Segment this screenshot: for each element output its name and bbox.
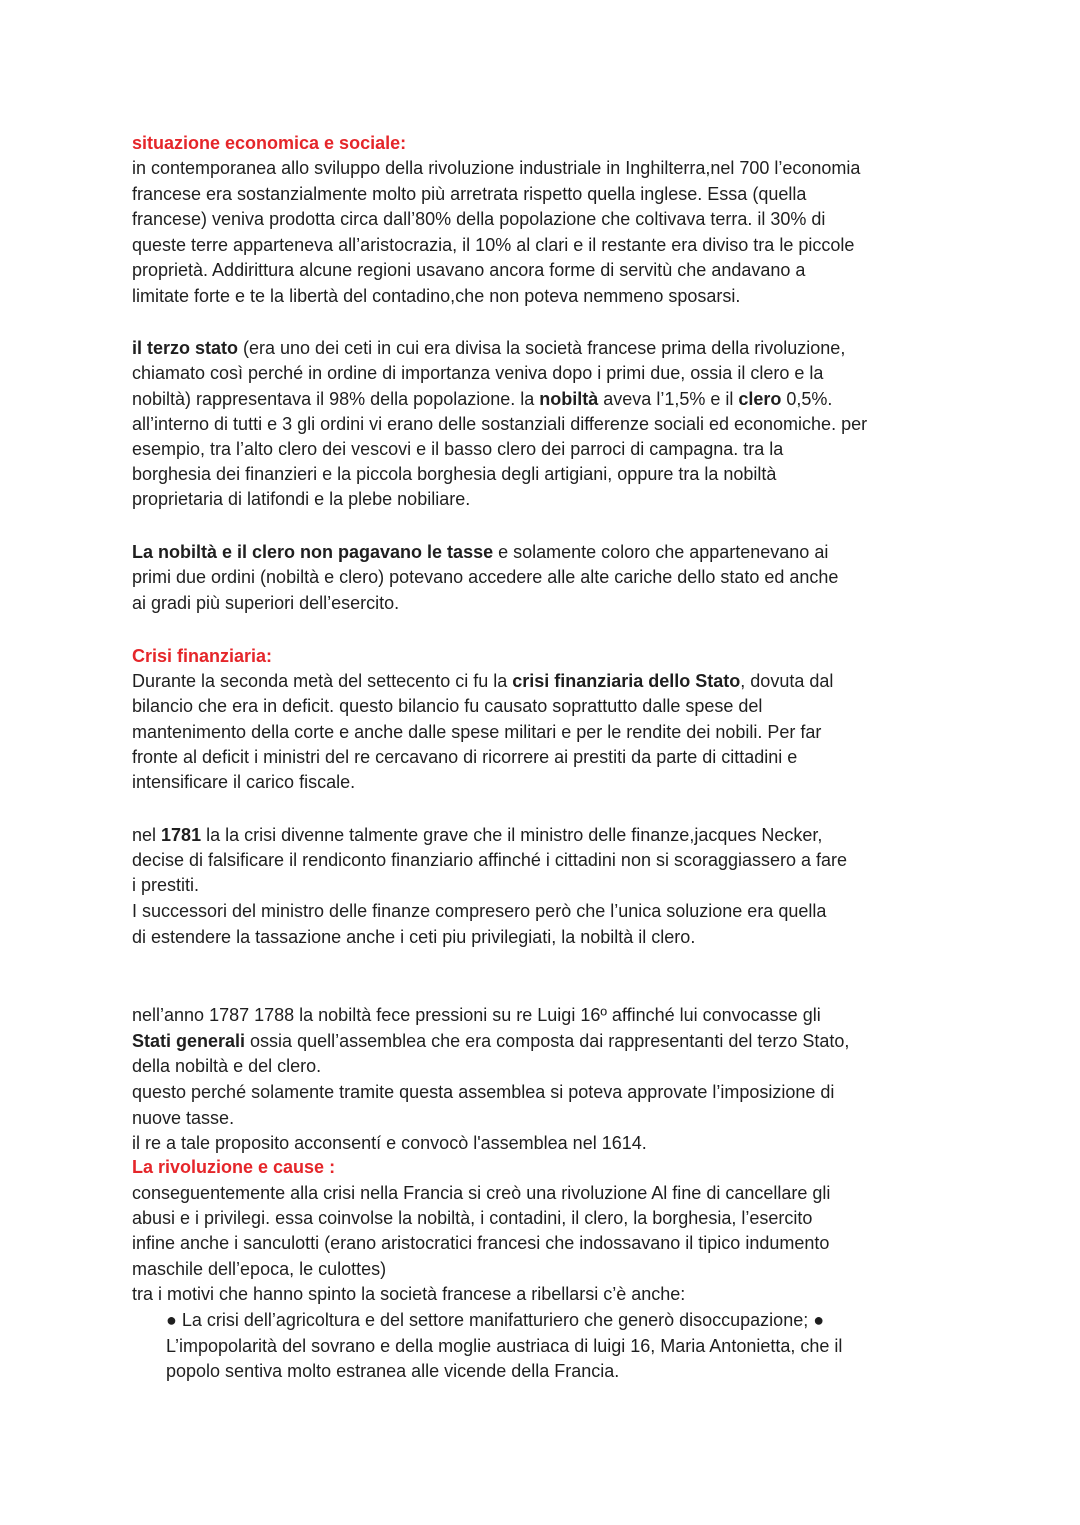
text-line bbox=[132, 1029, 849, 1055]
text-line bbox=[132, 823, 822, 849]
text-line: decise di falsificare il rendiconto finanziario affinché i cittadini non si scoraggiassero a fare bbox=[132, 850, 848, 870]
heading-revolution: La rivoluzione e cause : bbox=[132, 1157, 336, 1177]
text-line: proprietaria di latifondi e la plebe nobiliare. bbox=[132, 489, 471, 509]
text-span: , dovuta dal bbox=[740, 671, 834, 691]
text-line: queste terre apparteneva all’aristocrazia, il 10% al clari e il restante era diviso tra le piccole bbox=[132, 235, 855, 255]
text-line: il re a tale proposito acconsentí e convocò l'assemblea nel 1614. bbox=[132, 1133, 647, 1153]
heading-crisis: Crisi finanziaria: bbox=[132, 646, 273, 666]
heading-economic: situazione economica e sociale: bbox=[132, 133, 407, 153]
text-span: nobiltà) rappresentava il 98% della popolazione. la bbox=[132, 389, 540, 409]
text-line: I successori del ministro delle finanze compresero però che l’unica soluzione era quella bbox=[132, 901, 827, 921]
text-line: esempio, tra l’alto clero dei vescovi e il basso clero dei parroci di campagna. tra la bbox=[132, 439, 784, 459]
text-line: i prestiti. bbox=[132, 875, 200, 895]
text-line bbox=[132, 669, 833, 695]
text-line: questo perché solamente tramite questa assemblea si poteva approvate l’imposizione di bbox=[132, 1082, 835, 1102]
text-line: chiamato così perché in ordine di importanza veniva dopo i primi due, ossia il clero e la bbox=[132, 363, 824, 383]
text-span: e solamente coloro che appartenevano ai bbox=[493, 542, 829, 562]
bullet-item: ● La crisi dell’agricoltura e del settore manifatturiero che generò disoccupazione; ● bbox=[166, 1310, 825, 1330]
text-line bbox=[132, 387, 832, 413]
text-line: nell’anno 1787 1788 la nobiltà fece pressioni su re Luigi 16º affinché lui convocasse gli bbox=[132, 1005, 821, 1025]
text-line: ai gradi più superiori dell’esercito. bbox=[132, 593, 400, 613]
text-span: ossia quell’assemblea che era composta dai rappresentanti del terzo Stato, bbox=[245, 1031, 850, 1051]
bold-term: 1781 bbox=[161, 825, 202, 845]
bold-term: il terzo stato bbox=[132, 338, 239, 358]
bullet-item: L’impopolarità del sovrano e della moglie austriaca di luigi 16, Maria Antonietta, che il bbox=[166, 1336, 843, 1356]
text-span: la la crisi divenne talmente grave che il ministro delle finanze,jacques Necker, bbox=[201, 825, 823, 845]
text-line: della nobiltà e del clero. bbox=[132, 1056, 322, 1076]
text-line bbox=[132, 336, 845, 362]
bold-term: La nobiltà e il clero non pagavano le tasse bbox=[132, 542, 494, 562]
text-line: tra i motivi che hanno spinto la società francese a ribellarsi c’è anche: bbox=[132, 1284, 686, 1304]
text-line: infine anche i sanculotti (erano aristocratici francesi che indossavano il tipico indumento bbox=[132, 1233, 830, 1253]
text-span: nel bbox=[132, 825, 162, 845]
text-line: in contemporanea allo sviluppo della rivoluzione industriale in Inghilterra,nel 700 l’economia bbox=[132, 158, 861, 178]
text-line: intensificare il carico fiscale. bbox=[132, 772, 356, 792]
text-span: Durante la seconda metà del settecento ci fu la bbox=[132, 671, 513, 691]
text-span: aveva l’1,5% e il bbox=[598, 389, 739, 409]
text-line: abusi e i privilegi. essa coinvolse la nobiltà, i contadini, il clero, la borghesia, l’esercito bbox=[132, 1208, 813, 1228]
text-span: 0,5%. bbox=[781, 389, 833, 409]
text-line: proprietà. Addirittura alcune regioni usavano ancora forme di servitù che andavano a bbox=[132, 260, 806, 280]
bold-term: clero bbox=[738, 389, 782, 409]
text-line: di estendere la tassazione anche i ceti piu privilegiati, la nobiltà il clero. bbox=[132, 927, 696, 947]
text-line: mantenimento della corte e anche dalle spese militari e per le rendite dei nobili. Per far bbox=[132, 722, 822, 742]
text-span: (era uno dei ceti in cui era divisa la società francese prima della rivoluzione, bbox=[238, 338, 846, 358]
text-line bbox=[132, 540, 828, 566]
text-line: francese) veniva prodotta circa dall’80% della popolazione che coltivava terra. il 30% di bbox=[132, 209, 826, 229]
text-line: maschile dell’epoca, le culottes) bbox=[132, 1259, 387, 1279]
bold-term: Stati generali bbox=[132, 1031, 246, 1051]
bold-term: nobiltà bbox=[539, 389, 599, 409]
bold-term: crisi finanziaria dello Stato bbox=[512, 671, 741, 691]
text-line: borghesia dei finanzieri e la piccola borghesia degli artigiani, oppure tra la nobiltà bbox=[132, 464, 777, 484]
text-line: francese era sostanzialmente molto più arretrata rispetto quella inglese. Essa (quella bbox=[132, 184, 807, 204]
text-line: fronte al deficit i ministri del re cercavano di ricorrere ai prestiti da parte di cittadini e bbox=[132, 747, 798, 767]
bullet-item: popolo sentiva molto estranea alle vicende della Francia. bbox=[166, 1361, 620, 1381]
text-line: primi due ordini (nobiltà e clero) potevano accedere alle alte cariche dello stato ed anche bbox=[132, 567, 839, 587]
text-line: bilancio che era in deficit. questo bilancio fu causato soprattutto dalle spese del bbox=[132, 696, 763, 716]
text-line: limitate forte e te la libertà del contadino,che non poteva nemmeno sposarsi. bbox=[132, 286, 741, 306]
text-line: conseguentemente alla crisi nella Francia si creò una rivoluzione Al fine di cancellare gli bbox=[132, 1183, 831, 1203]
text-line: all’interno di tutti e 3 gli ordini vi erano delle sostanziali differenze sociali ed economiche. per bbox=[132, 414, 868, 434]
text-line: nuove tasse. bbox=[132, 1108, 235, 1128]
